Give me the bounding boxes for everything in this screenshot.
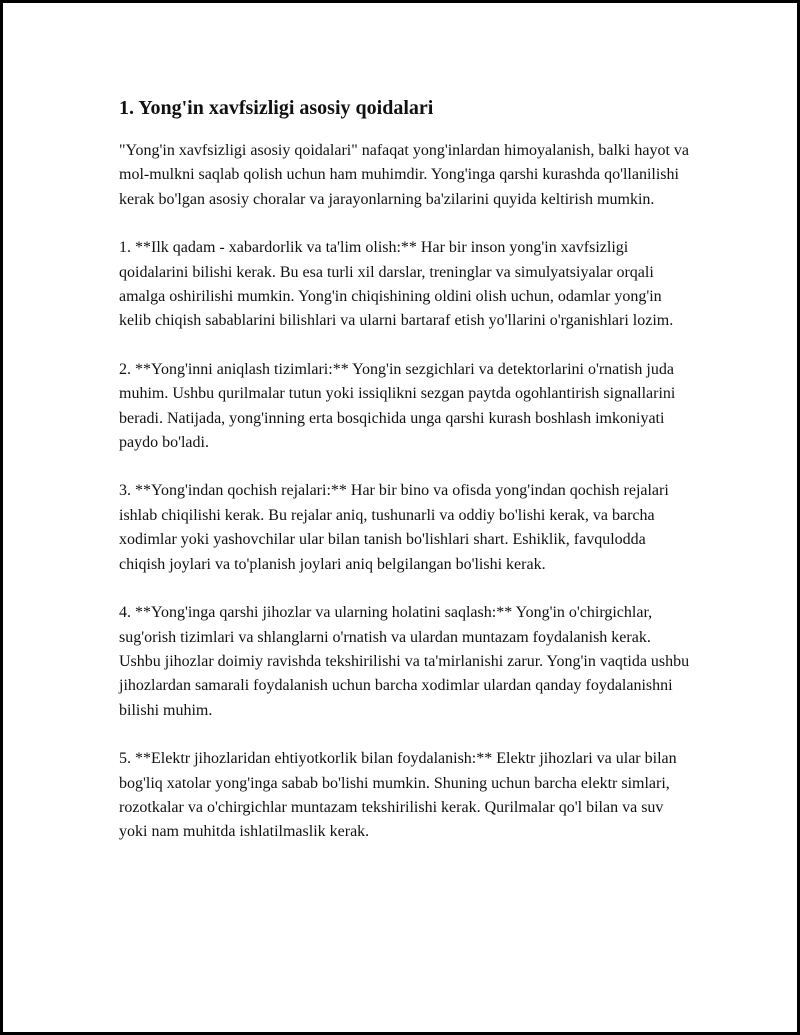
rule-5-paragraph: 5. **Elektr jihozlaridan ehtiyotkorlik bilan foydalanish:** Elektr jihozlari va ular bilan bog'liq xatolar yong'inga sabab bo'lishi mumkin. Shuning uchun barcha elektr simlari, rozotkalar va o'chirgichlar muntazam tekshirilishi kerak. Qurilmalar qo'l bilan va suv yoki nam muhitda ishlatilmaslik kerak.	[119, 750, 677, 841]
document-body	[119, 95, 694, 869]
rule-2-paragraph: 2. **Yong'inni aniqlash tizimlari:** Yong'in sezgichlari va detektorlarini o'rnatish juda muhim. Ushbu qurilmalar tutun yoki issiqlikni sezgan paytda ogohlantirish signallarini beradi. Natijada, yong'inning erta bosqichida unga qarshi kurash boshlash imkoniyati paydo bo'ladi.	[119, 360, 676, 452]
rule-1-paragraph: 1. **Ilk qadam - xabardorlik va ta'lim olish:** Har bir inson yong'in xavfsizligi qoidalarini bilishi kerak. Bu esa turli xil darslar, treninglar va simulyatsiyalar orqali amalga oshirilishi mumkin. Yong'in chiqishining oldini olish uchun, odamlar yong'in kelib chiqish sabablarini bilishlari va ularni bartaraf etish yo'llarini o'rganishlari lozim.	[119, 239, 674, 330]
rule-3-paragraph: 3. **Yong'indan qochish rejalari:** Har bir bino va ofisda yong'indan qochish rejalari ishlab chiqilishi kerak. Bu rejalar aniq, tushunarli va oddiy bo'lishi kerak, va barcha xodimlar yoki yashovchilar ular bilan tanish bo'lishlari shart. Eshiklik, favqulodda chiqish joylari va to'planish joylari aniq belgilangan bo'lishi kerak.	[119, 482, 669, 573]
rule-4-paragraph: 4. **Yong'inga qarshi jihozlar va ularning holatini saqlash:** Yong'in o'chirgichlar, sug'orish tizimlari va shlanglarni o'rnatish va ulardan muntazam foydalanish kerak. Ushbu jihozlar doimiy ravishda tekshirilishi va ta'mirlanishi zarur. Yong'in vaqtida ushbu jihozlardan samarali foydalanish uchun barcha xodimlar ulardan qanday foydalanishni bilishi muhim.	[119, 604, 690, 719]
intro-paragraph: "Yong'in xavfsizligi asosiy qoidalari" nafaqat yong'inlardan himoyalanish, balki hayot va mol-mulkni saqlab qolish uchun ham muhimdir. Yong'inga qarshi kurashda qo'llanilishi kerak bo'lgan asosiy choralar va jarayonlarning ba'zilarini quyida keltirish mumkin.	[119, 142, 689, 208]
section-title: 1. Yong'in xavfsizligi asosiy qoidalari	[119, 97, 434, 119]
